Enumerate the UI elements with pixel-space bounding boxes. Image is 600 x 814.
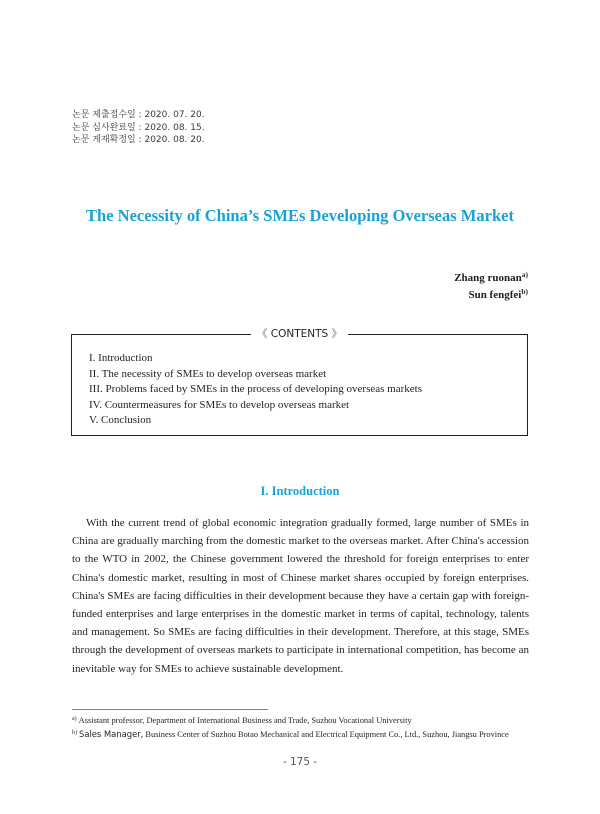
author-1 bbox=[454, 270, 528, 287]
footnote-text: Assistant professor, Department of International Business and Trade, Suzhou Vocational University bbox=[78, 716, 412, 725]
contents-item: IV. Countermeasures for SMEs to develop overseas market bbox=[89, 398, 350, 411]
author-2 bbox=[454, 287, 528, 304]
contents-box bbox=[71, 328, 528, 436]
paper-title: The Necessity of China’s SMEs Developing Overseas Market bbox=[86, 206, 514, 225]
author-list bbox=[454, 270, 528, 304]
footnote-a bbox=[72, 714, 542, 728]
author-name: Zhang ruonan bbox=[454, 272, 522, 284]
author-mark: a) bbox=[521, 270, 528, 279]
submission-dates bbox=[72, 109, 205, 147]
footnote-b bbox=[72, 728, 542, 742]
contents-item: III. Problems faced by SMEs in the process of developing overseas markets bbox=[89, 383, 422, 395]
section-heading: I. Introduction bbox=[260, 484, 340, 498]
author-name: Sun fengfei bbox=[468, 289, 522, 301]
review-date: 논문 심사완료일 : 2020. 08. 15. bbox=[72, 122, 205, 133]
contents-list bbox=[89, 351, 422, 429]
received-date: 논문 제출접수일 : 2020. 07. 20. bbox=[72, 110, 205, 120]
introduction-paragraph: With the current trend of global economic integration gradually formed, large number of SMEs in China are gradually marching from the domestic market to the overseas market. After China's accession to the WTO in 2002, the Chinese government lowered the threshold for foreign enterprises to enter China's domestic market, resulting in most of Chinese market shares occupied by foreign enterprises. China's SMEs are facing difficulties in their development because they have a certain gap with foreign-funded enterprises and large enterprises in the domestic market in terms of capital, technology, talents and management. So SMEs are facing difficulties in their development. Therefore, at this stage, SMEs through the development of overseas markets to participate in international competition, has become an inevitable way for SMEs to achieve sustainable development. bbox=[72, 517, 529, 675]
page-number: - 175 - bbox=[282, 756, 318, 768]
acceptance-date: 논문 게재확정일 : 2020. 08. 20. bbox=[72, 135, 205, 145]
footnote-role: Sales Manager, bbox=[79, 728, 144, 739]
footnote-mark: b) bbox=[72, 729, 77, 736]
footnote-text: Business Center of Suzhou Botao Mechanical and Electrical Equipment Co., Ltd., Suzhou, Jiangsu Province bbox=[145, 729, 509, 739]
footnote-divider bbox=[72, 709, 268, 710]
contents-heading: 《 CONTENTS 》 bbox=[251, 328, 348, 340]
author-mark: b) bbox=[521, 287, 528, 296]
contents-item: II. The necessity of SMEs to develop overseas market bbox=[89, 367, 327, 380]
contents-item: V. Conclusion bbox=[89, 414, 152, 426]
footnote-mark: a) bbox=[72, 716, 77, 722]
contents-item: I. Introduction bbox=[89, 352, 153, 364]
footnotes bbox=[72, 714, 542, 741]
